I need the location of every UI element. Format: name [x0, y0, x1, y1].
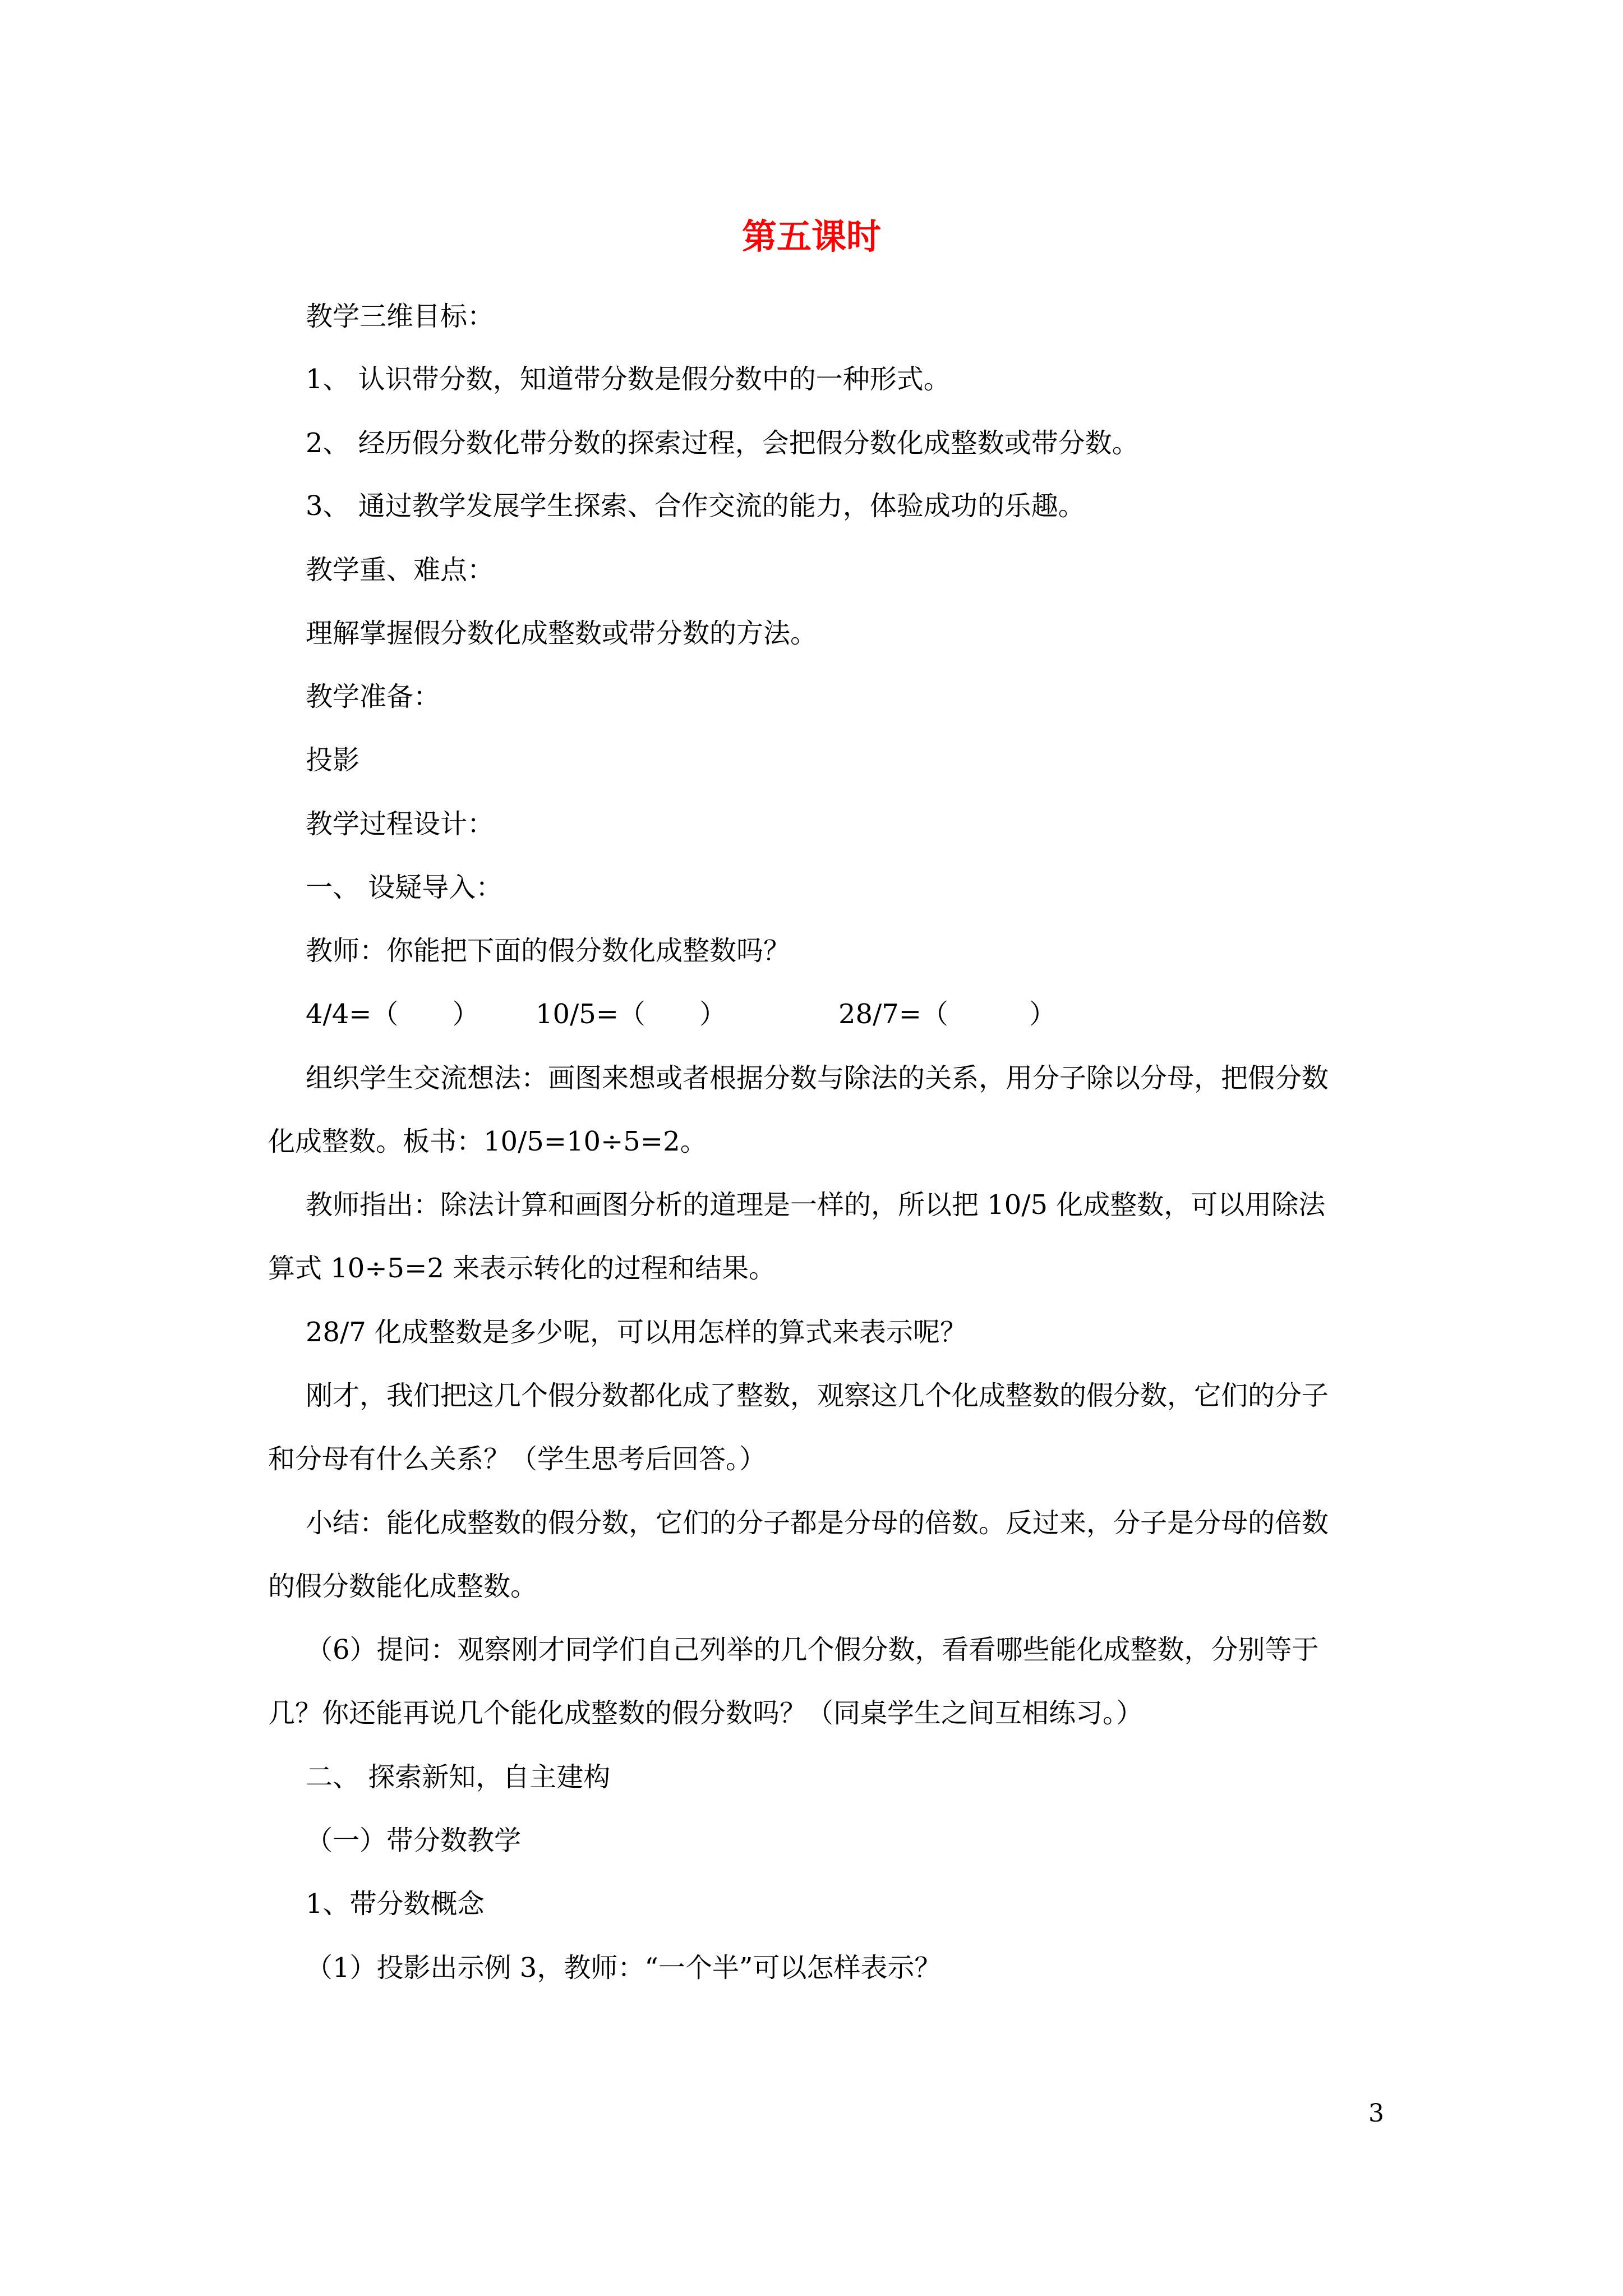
text-line: 教学准备：	[306, 681, 441, 712]
page-number: 3	[1368, 2099, 1384, 2128]
text-line: 教学三维目标：	[306, 301, 495, 332]
paragraph-line: 小结：能化成整数的假分数，它们的分子都是分母的倍数。反过来，分子是分母的倍数	[306, 1507, 1329, 1539]
text-line: 1、 认识带分数，知道带分数是假分数中的一种形式。	[306, 364, 951, 395]
subsection-heading: （一）带分数教学	[306, 1825, 522, 1856]
fraction-28-7: 28/7=（ ）	[838, 999, 1057, 1030]
paragraph-line: 化成整数。板书：10/5=10÷5=2。	[268, 1126, 707, 1157]
text-line: 教学重、难点：	[306, 554, 495, 586]
text-line: 3、 通过教学发展学生探索、合作交流的能力，体验成功的乐趣。	[306, 490, 1085, 522]
text-line: 教师：你能把下面的假分数化成整数吗？	[306, 935, 791, 967]
paragraph-line: （6）提问：观察刚才同学们自己列举的几个假分数，看看哪些能化成整数，分别等于	[306, 1634, 1319, 1665]
paragraph-line: 28/7 化成整数是多少呢，可以用怎样的算式来表示呢？	[306, 1317, 967, 1348]
fraction-10-5: 10/5=（ ）	[536, 999, 727, 1030]
paragraph-line: 组织学生交流想法：画图来想或者根据分数与除法的关系，用分子除以分母，把假分数	[306, 1062, 1329, 1094]
paragraph-line: 几？你还能再说几个能化成整数的假分数吗？（同桌学生之间互相练习。）	[268, 1697, 1144, 1729]
text-line: 教学过程设计：	[306, 808, 495, 840]
section-heading: 二、 探索新知，自主建构	[306, 1761, 611, 1793]
paragraph-line: 刚才，我们把这几个假分数都化成了整数，观察这几个化成整数的假分数，它们的分子	[306, 1380, 1329, 1411]
page-title: 第五课时	[741, 216, 881, 257]
subsection-heading: 1、带分数概念	[306, 1888, 485, 1920]
paragraph-line: 的假分数能化成整数。	[268, 1571, 538, 1602]
fraction-4-4: 4/4=（ ）	[306, 999, 479, 1030]
paragraph-line: 算式 10÷5=2 来表示转化的过程和结果。	[268, 1253, 776, 1284]
paragraph-line: 教师指出：除法计算和画图分析的道理是一样的，所以把 10/5 化成整数，可以用除法	[306, 1189, 1326, 1221]
text-line: 理解掌握假分数化成整数或带分数的方法。	[306, 618, 818, 649]
text-line: 2、 经历假分数化带分数的探索过程，会把假分数化成整数或带分数。	[306, 427, 1139, 459]
paragraph-line: 和分母有什么关系？（学生思考后回答。）	[268, 1443, 767, 1475]
paragraph-line: （1）投影出示例 3，教师：“一个半”可以怎样表示？	[306, 1952, 942, 1984]
text-line: 一、 设疑导入：	[306, 872, 503, 903]
text-line: 投影	[306, 744, 360, 776]
